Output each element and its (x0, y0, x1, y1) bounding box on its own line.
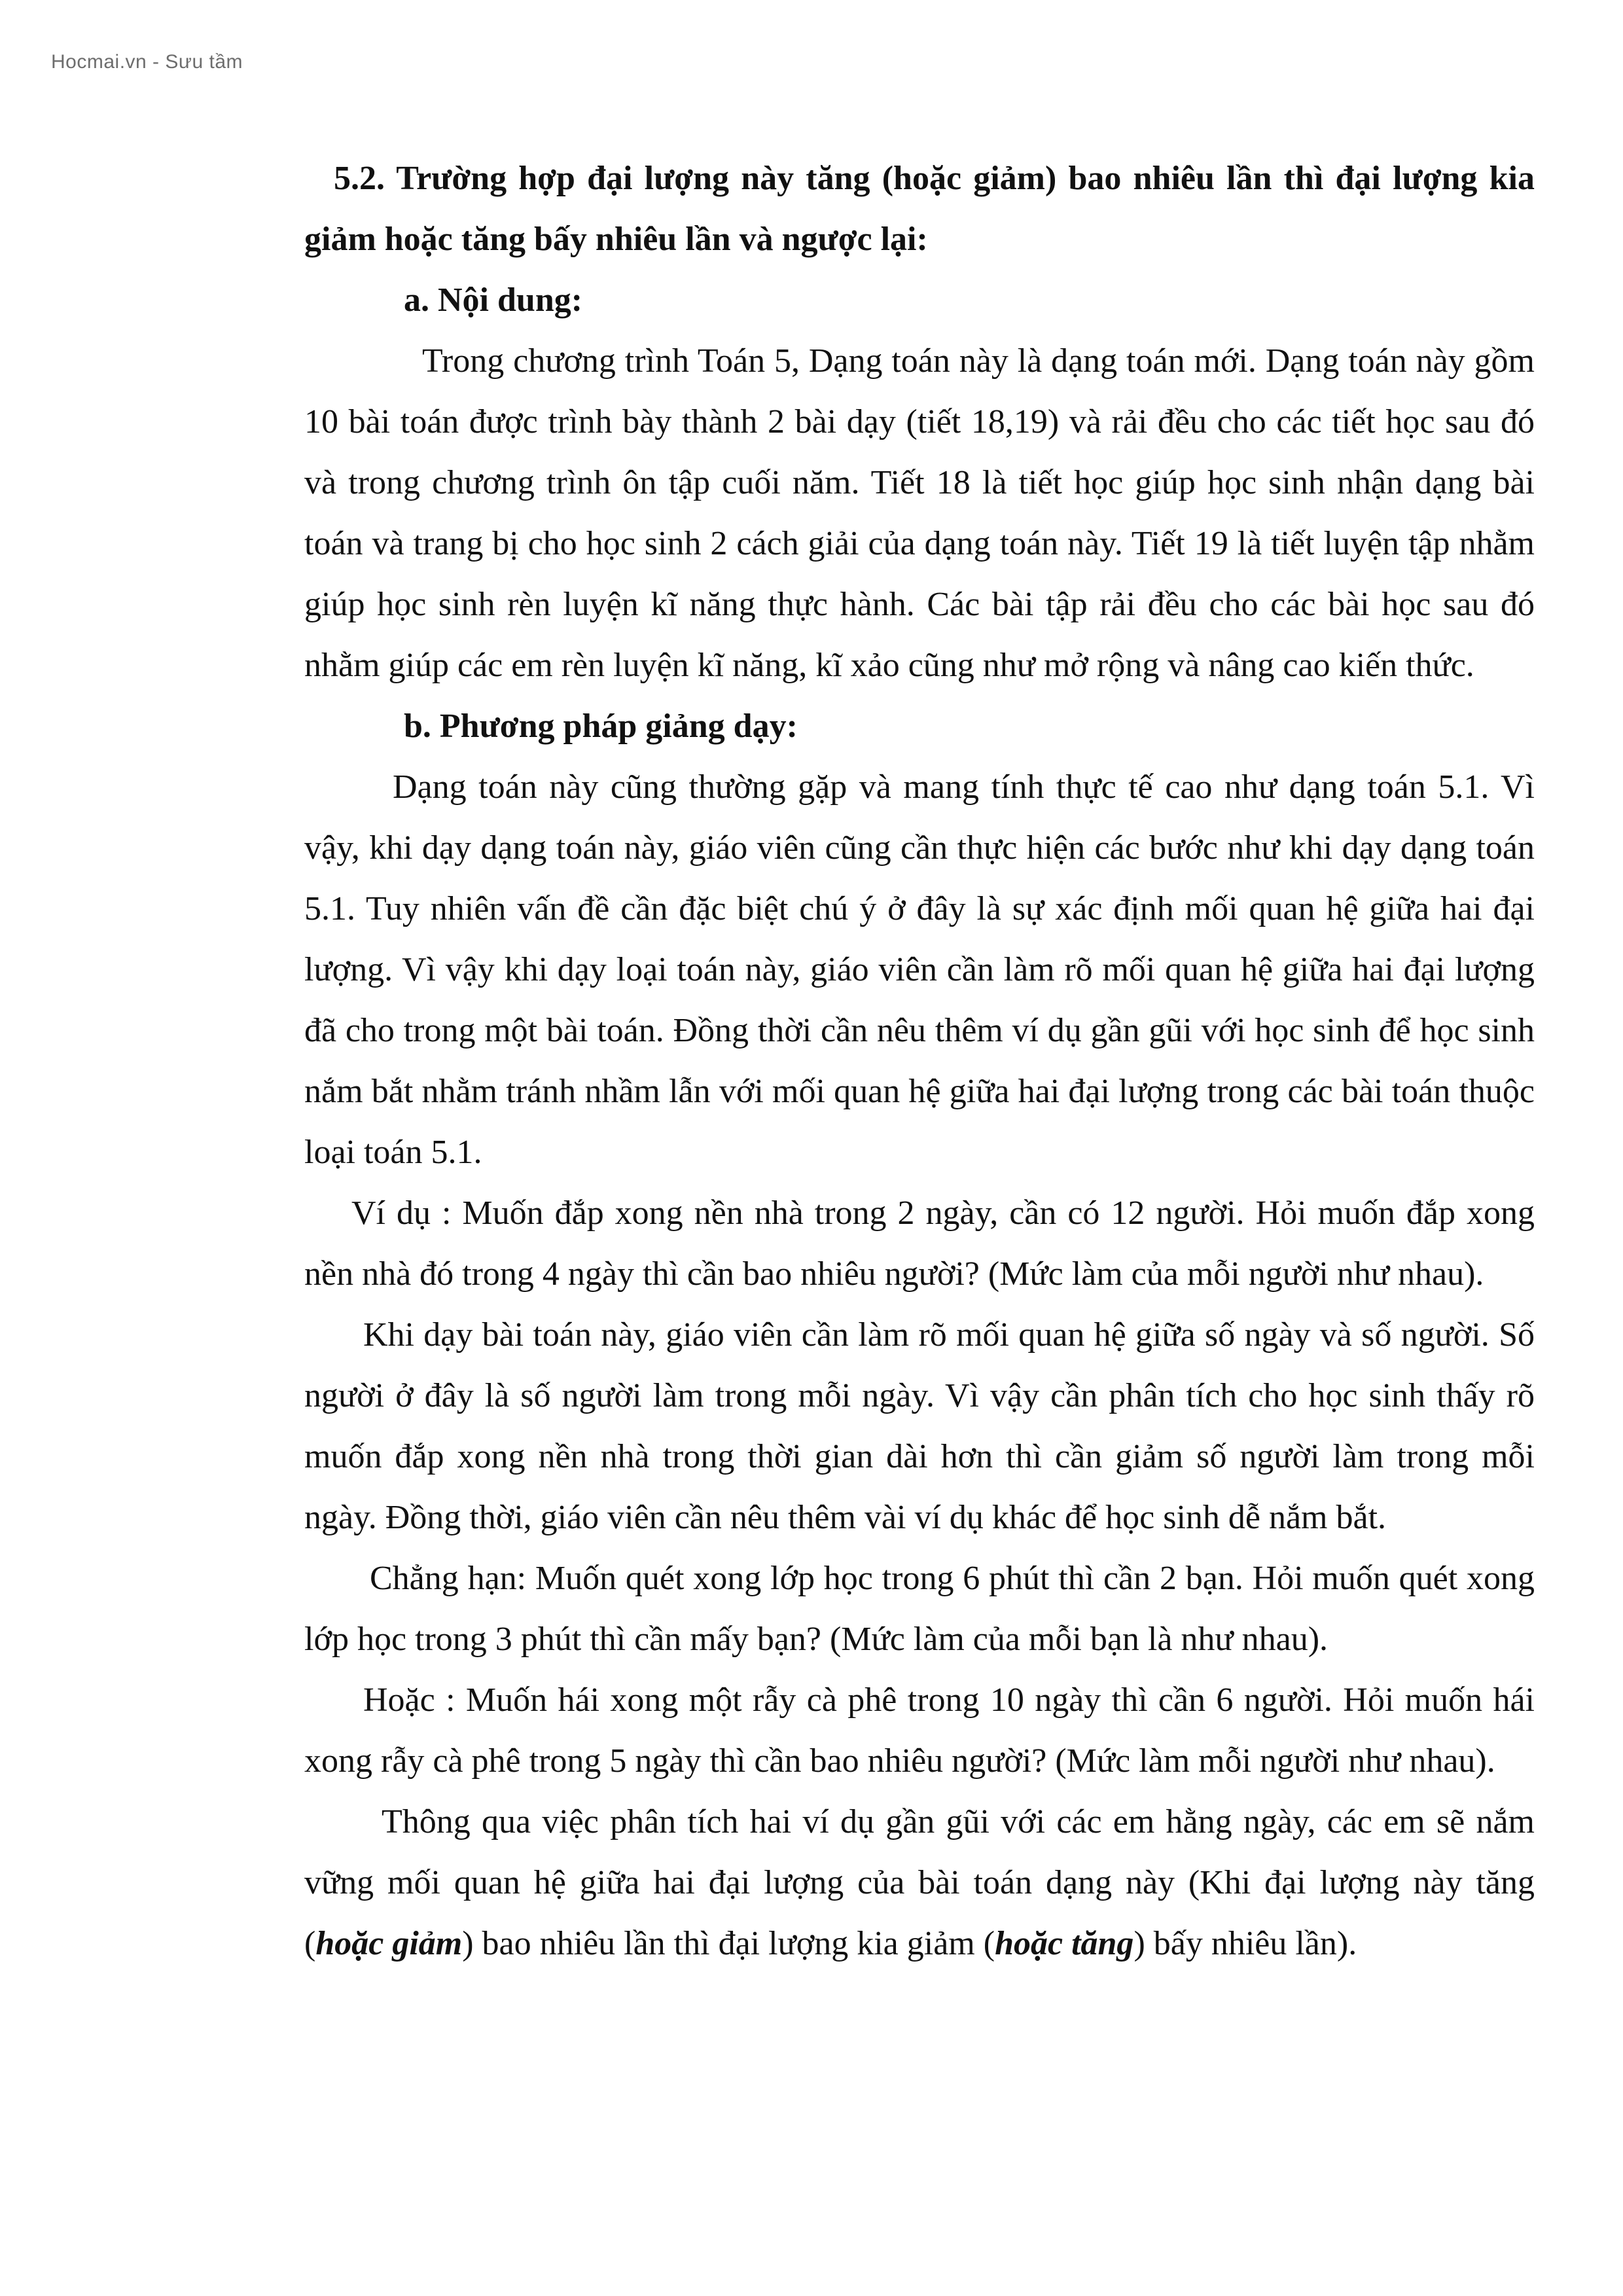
watermark: Hocmai.vn - Sưu tầm (51, 51, 243, 73)
conclusion-text-3: ) bấy nhiêu lần). (1133, 1925, 1357, 1962)
conclusion-emphasis-1: hoặc giảm (315, 1925, 463, 1962)
conclusion-emphasis-2: hoặc tăng (995, 1925, 1134, 1962)
paragraph-teaching: Khi dạy bài toán này, giáo viên cần làm rõ mối quan hệ giữa số ngày và số người. Số người ở đây là số người làm trong mỗi ngày. Vì vậy cần phân tích cho học sinh thấy rõ muốn đắp xong nền nhà trong thời gian dài hơn thì cần giảm số người làm trong mỗi ngày. Đồng thời, giáo viên cần nêu thêm vài ví dụ khác để học sinh dễ nắm bắt. (304, 1316, 1535, 1536)
paragraph-method: Dạng toán này cũng thường gặp và mang tính thực tế cao như dạng toán 5.1. Vì vậy, khi dạy dạng toán này, giáo viên cũng cần thực hiện các bước như khi dạy dạng toán 5.1. Tuy nhiên vấn đề cần đặc biệt chú ý ở đây là sự xác định mối quan hệ giữa hai đại lượng. Vì vậy khi dạy loại toán này, giáo viên cần làm rõ mối quan hệ giữa hai đại lượng đã cho trong một bài toán. Đồng thời cần nêu thêm ví dụ gần gũi với học sinh để học sinh nắm bắt nhằm tránh nhầm lẫn với mối quan hệ giữa hai đại lượng trong các bài toán thuộc loại toán 5.1. (304, 768, 1535, 1171)
paragraph-instance-1: Chẳng hạn: Muốn quét xong lớp học trong 6 phút thì cần 2 bạn. Hỏi muốn quét xong lớp học trong 3 phút thì cần mấy bạn? (Mức làm của mỗi bạn là như nhau). (304, 1560, 1535, 1658)
paragraph-conclusion (304, 1791, 1535, 1974)
paragraph-instance-2: Hoặc : Muốn hái xong một rẫy cà phê trong 10 ngày thì cần 6 người. Hỏi muốn hái xong rẫy cà phê trong 5 ngày thì cần bao nhiêu người? (Mức làm mỗi người như nhau). (304, 1681, 1535, 1780)
conclusion-text-2: ) bao nhiêu lần thì đại lượng kia giảm ( (462, 1925, 995, 1962)
paragraph-content: Trong chương trình Toán 5, Dạng toán này là dạng toán mới. Dạng toán này gồm 10 bài toán được trình bày thành 2 bài dạy (tiết 18,19) và rải đều cho các tiết học sau đó và trong chương trình ôn tập cuối năm. Tiết 18 là tiết học giúp học sinh nhận dạng bài toán và trang bị cho học sinh 2 cách giải của dạng toán này. Tiết 19 là tiết luyện tập nhằm giúp học sinh rèn luyện kĩ năng thực hành. Các bài tập rải đều cho các bài học sau đó nhằm giúp các em rèn luyện kĩ năng, kĩ xảo cũng như mở rộng và nâng cao kiến thức. (304, 342, 1535, 684)
document-body (304, 148, 1535, 1974)
section-heading: 5.2. Trường hợp đại lượng này tăng (hoặc giảm) bao nhiêu lần thì đại lượng kia giảm hoặc tăng bấy nhiêu lần và ngược lại: (304, 160, 1535, 258)
paragraph-example: Ví dụ : Muốn đắp xong nền nhà trong 2 ngày, cần có 12 người. Hỏi muốn đắp xong nền nhà đó trong 4 ngày thì cần bao nhiêu người? (Mức làm của mỗi người như nhau). (304, 1194, 1535, 1293)
subheading-method: b. Phương pháp giảng dạy: (404, 708, 798, 745)
subheading-content: a. Nội dung: (404, 281, 583, 319)
conclusion-text-1: Thông qua việc phân tích hai ví dụ gần gũi với các em hằng ngày, các em sẽ nắm vững mối quan hệ giữa hai đại lượng của bài toán dạng này (Khi đại lượng này tăng ( (304, 1803, 1535, 1962)
